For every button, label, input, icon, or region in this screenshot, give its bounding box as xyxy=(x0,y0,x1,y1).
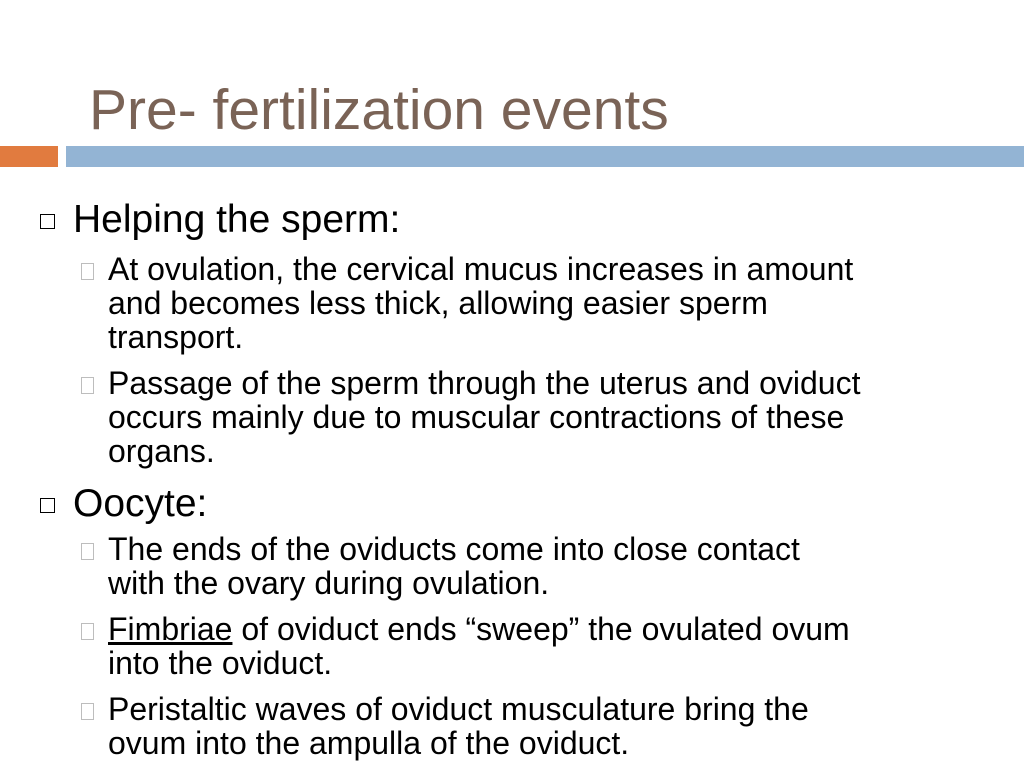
sub-bullet-icon xyxy=(81,543,94,560)
sub-bullet-text: Passage of the sperm through the uterus and oviduct occurs mainly due to muscular contractions of these organs. xyxy=(108,365,861,469)
bullet-heading-text: Oocyte: xyxy=(73,482,208,525)
square-bullet-icon xyxy=(40,498,55,513)
sub-bullet-text: of oviduct ends “sweep” the ovulated ovum into the oviduct. xyxy=(108,611,850,681)
sub-bullet-text: Peristaltic waves of oviduct musculature bring the ovum into the ampulla of the oviduct. xyxy=(108,691,809,761)
sub-bullet-icon xyxy=(81,703,94,720)
sub-bullet-icon xyxy=(81,263,94,280)
slide-title: Pre- fertilization events xyxy=(89,78,669,142)
title-divider-bar xyxy=(66,146,1024,167)
sub-bullet-icon xyxy=(81,623,94,640)
sub-bullet-text: At ovulation, the cervical mucus increases in amount and becomes less thick, allowing easier sperm transport. xyxy=(108,251,854,355)
square-bullet-icon xyxy=(40,214,55,229)
sub-bullet-text: The ends of the oviducts come into close contact with the ovary during ovulation. xyxy=(108,531,800,601)
title-accent-bar xyxy=(0,146,58,167)
sub-bullet-icon xyxy=(81,377,94,394)
underlined-term: Fimbriae xyxy=(108,611,233,647)
sub-bullet-text-group xyxy=(108,612,988,680)
bullet-heading-text: Helping the sperm: xyxy=(73,198,401,241)
